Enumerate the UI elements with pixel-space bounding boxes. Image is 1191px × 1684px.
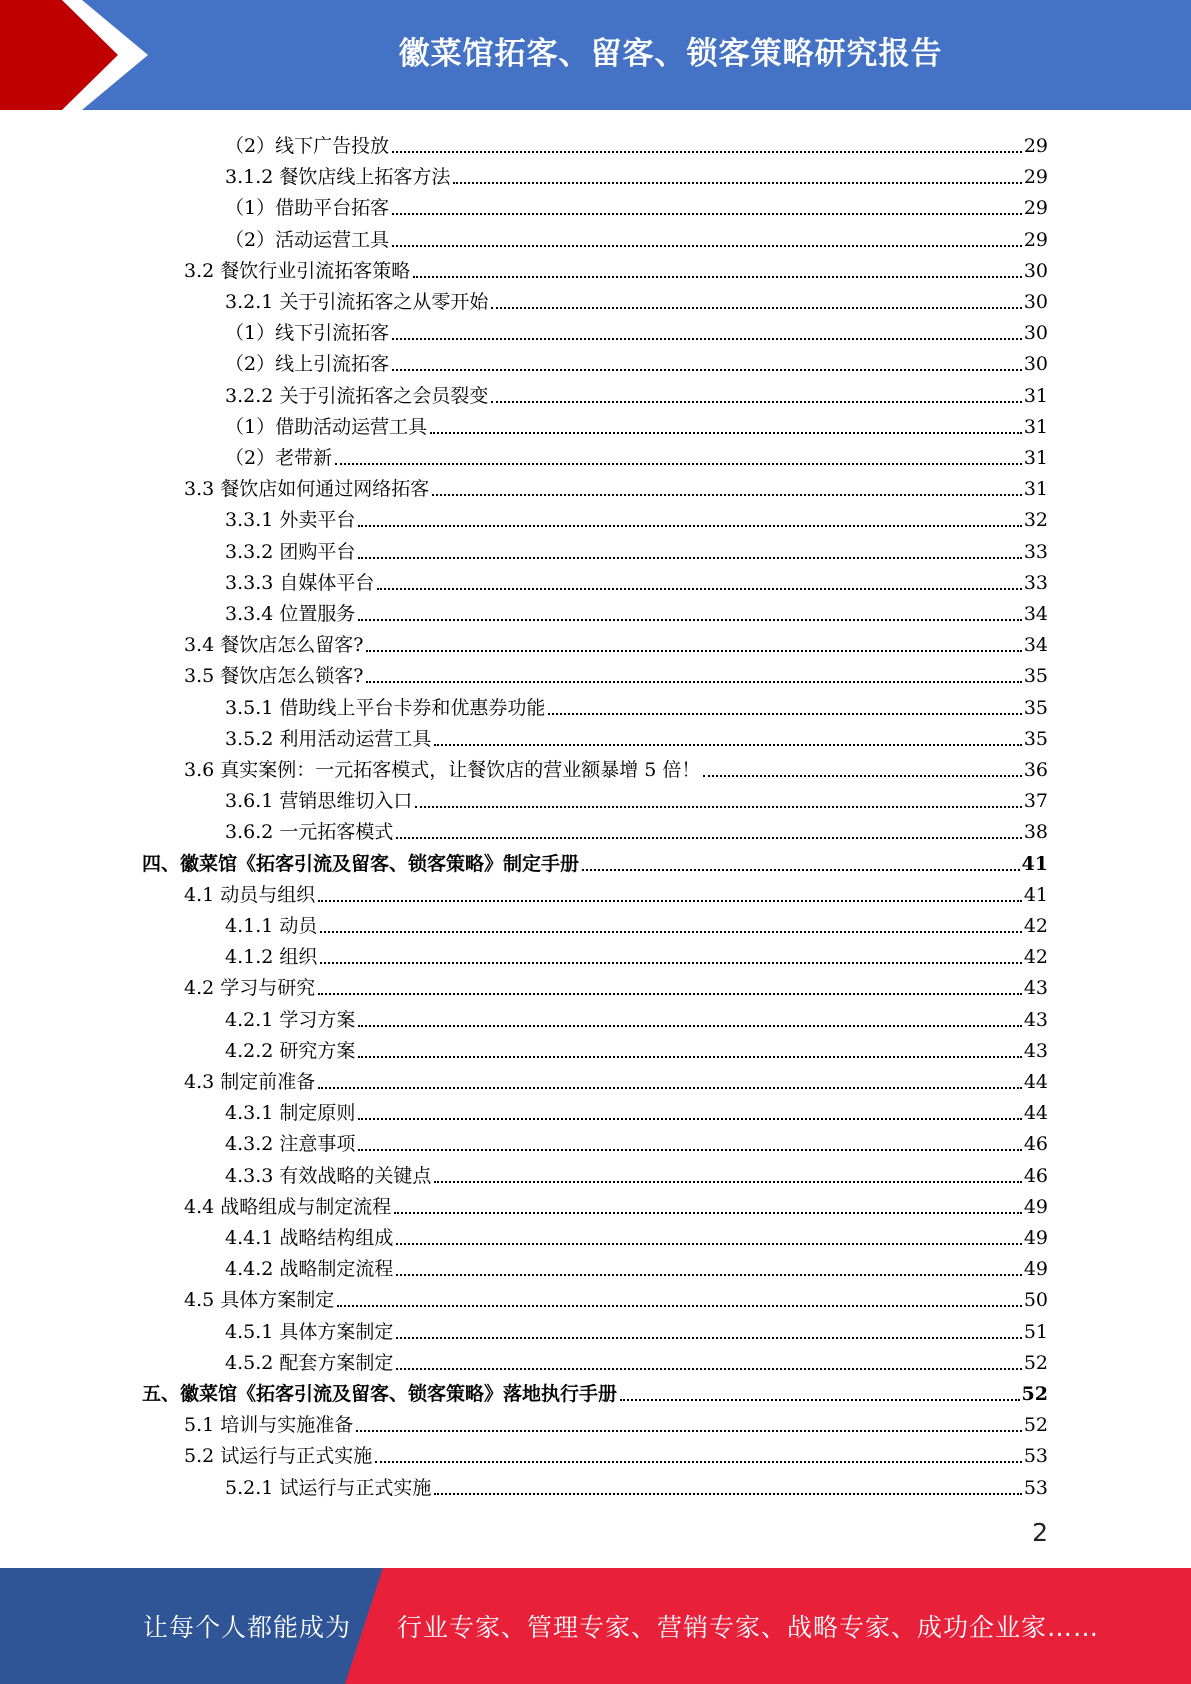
toc-dot-leader	[434, 1493, 1021, 1495]
toc-dot-leader	[396, 1243, 1021, 1245]
toc-entry-title: 四、徽菜馆《拓客引流及留客、锁客策略》制定手册	[142, 852, 580, 875]
toc-entry-page: 43	[1023, 977, 1048, 1000]
toc-entry[interactable]	[225, 189, 1048, 220]
toc-entry-title: 3.5.1 借助线上平台卡券和优惠券功能	[225, 696, 546, 719]
toc-dot-leader	[415, 806, 1021, 808]
page-header	[0, 0, 1191, 110]
toc-entry-page: 51	[1023, 1320, 1048, 1343]
toc-entry-title: 3.5.2 利用活动运营工具	[225, 727, 432, 750]
toc-entry-page: 33	[1023, 540, 1048, 563]
toc-entry-page: 35	[1023, 665, 1048, 688]
toc-entry[interactable]	[225, 1313, 1048, 1344]
toc-entry-title: 3.2.2 关于引流拓客之会员裂变	[225, 384, 489, 407]
toc-entry-page: 31	[1023, 478, 1048, 501]
toc-entry[interactable]	[225, 439, 1048, 470]
toc-dot-leader	[356, 1430, 1022, 1432]
toc-entry-page: 30	[1023, 291, 1048, 313]
toc-dot-leader	[375, 1461, 1022, 1463]
toc-entry-page: 44	[1023, 1102, 1048, 1125]
toc-entry[interactable]	[225, 408, 1048, 439]
toc-entry[interactable]	[225, 720, 1048, 751]
page-number: 2	[1032, 1518, 1048, 1547]
toc-entry-page: 49	[1023, 1227, 1048, 1249]
toc-entry[interactable]	[225, 1219, 1048, 1250]
toc-dot-leader	[434, 1181, 1021, 1183]
toc-entry[interactable]	[142, 845, 1048, 876]
toc-entry[interactable]	[225, 221, 1048, 252]
toc-entry-title: 4.3.1 制定原则	[225, 1102, 356, 1125]
toc-entry-title: 4.5.1 具体方案制定	[225, 1320, 394, 1343]
toc-entry-page: 43	[1023, 1039, 1048, 1062]
chevron-logo-icon	[0, 0, 170, 110]
toc-dot-leader	[392, 369, 1022, 371]
toc-dot-leader	[491, 401, 1021, 403]
toc-entry-page: 43	[1023, 1008, 1048, 1031]
toc-dot-leader	[358, 1149, 1021, 1151]
toc-entry-title: 5.1 培训与实施准备	[184, 1414, 354, 1437]
toc-entry-title: 3.1.2 餐饮店线上拓客方法	[225, 166, 451, 189]
toc-entry-title: 4.4.1 战略结构组成	[225, 1227, 394, 1249]
toc-entry[interactable]	[225, 1344, 1048, 1375]
toc-entry[interactable]	[184, 626, 1048, 657]
toc-entry-title: 3.6 真实案例：一元拓客模式，让餐饮店的营业额暴增 5 倍！	[184, 759, 701, 781]
toc-dot-leader	[392, 213, 1022, 215]
toc-dot-leader	[548, 713, 1021, 715]
toc-entry[interactable]	[225, 1032, 1048, 1063]
toc-dot-leader	[491, 307, 1021, 309]
toc-entry[interactable]	[225, 1125, 1048, 1156]
toc-entry-page: 41	[1021, 852, 1048, 875]
toc-dot-leader	[430, 432, 1022, 434]
document-title: 徽菜馆拓客、留客、锁客策略研究报告	[398, 35, 943, 72]
toc-entry-title: 3.3.2 团购平台	[225, 540, 356, 563]
toc-entry-title: （1）线下引流拓客	[225, 322, 390, 345]
toc-dot-leader	[320, 931, 1021, 933]
toc-entry[interactable]	[184, 657, 1048, 688]
toc-entry-page: 41	[1023, 883, 1048, 906]
toc-entry-title: 4.2.2 研究方案	[225, 1039, 356, 1062]
toc-entry[interactable]	[225, 1094, 1048, 1125]
toc-entry-title: （2）线下广告投放	[225, 135, 390, 157]
toc-entry[interactable]	[225, 283, 1048, 314]
toc-entry[interactable]	[225, 938, 1048, 969]
toc-dot-leader	[396, 1274, 1021, 1276]
toc-entry-page: 53	[1023, 1445, 1048, 1468]
toc-entry[interactable]	[225, 689, 1048, 720]
toc-entry-title: 4.5.2 配套方案制定	[225, 1351, 394, 1374]
toc-dot-leader	[453, 182, 1021, 184]
toc-entry-page: 52	[1023, 1414, 1048, 1437]
toc-entry-page: 32	[1023, 509, 1048, 532]
toc-entry-page: 34	[1023, 603, 1048, 625]
toc-entry-page: 34	[1023, 634, 1048, 657]
toc-entry[interactable]	[184, 1063, 1048, 1094]
toc-entry-title: 4.1.1 动员	[225, 915, 318, 937]
toc-dot-leader	[394, 1212, 1022, 1214]
toc-entry-title: 3.3 餐饮店如何通过网络拓客	[184, 478, 430, 501]
toc-entry-title: 3.5 餐饮店怎么锁客?	[184, 665, 364, 688]
toc-entry[interactable]	[184, 252, 1048, 283]
toc-dot-leader	[358, 1025, 1021, 1027]
toc-entry-title: （2）线上引流拓客	[225, 353, 390, 376]
footer-slogan-right: 行业专家、管理专家、营销专家、战略专家、成功企业家……	[397, 1613, 1100, 1642]
toc-entry-title: （1）借助平台拓客	[225, 197, 390, 220]
toc-entry[interactable]	[184, 1437, 1048, 1468]
toc-dot-leader	[358, 557, 1021, 559]
toc-entry-title: 3.3.1 外卖平台	[225, 509, 356, 532]
toc-dot-leader	[366, 681, 1021, 683]
toc-entry-page: 42	[1023, 946, 1048, 969]
toc-dot-leader	[335, 463, 1022, 465]
toc-entry-title: 3.4 餐饮店怎么留客?	[184, 634, 364, 657]
toc-entry-title: 3.2 餐饮行业引流拓客策略	[184, 259, 411, 282]
toc-entry-page: 50	[1023, 1289, 1048, 1312]
toc-entry[interactable]	[184, 969, 1048, 1000]
toc-dot-leader	[703, 775, 1021, 777]
toc-entry[interactable]	[225, 564, 1048, 595]
toc-entry-title: 4.5 具体方案制定	[184, 1289, 335, 1312]
toc-entry-page: 42	[1023, 915, 1048, 937]
toc-dot-leader	[358, 1118, 1021, 1120]
toc-entry-page: 30	[1023, 353, 1048, 376]
toc-entry-page: 30	[1023, 259, 1048, 282]
toc-entry-title: 4.4 战略组成与制定流程	[184, 1195, 392, 1218]
toc-entry-title: 4.3 制定前准备	[184, 1071, 316, 1093]
toc-entry-title: 3.3.4 位置服务	[225, 603, 356, 625]
toc-dot-leader	[358, 1056, 1021, 1058]
toc-entry[interactable]	[225, 127, 1048, 158]
toc-dot-leader	[358, 525, 1021, 527]
toc-entry-title: （2）活动运营工具	[225, 228, 390, 251]
toc-entry[interactable]	[225, 314, 1048, 345]
toc-entry-page: 52	[1021, 1383, 1048, 1405]
toc-entry-title: 4.4.2 战略制定流程	[225, 1258, 394, 1281]
toc-entry-page: 29	[1023, 166, 1048, 189]
toc-entry-page: 46	[1023, 1164, 1048, 1187]
toc-entry-page: 33	[1023, 571, 1048, 594]
page-footer	[0, 1568, 1191, 1684]
toc-entry[interactable]	[184, 1406, 1048, 1437]
toc-entry-page: 29	[1023, 135, 1048, 157]
toc-entry-page: 29	[1023, 228, 1048, 251]
toc-entry-title: 五、徽菜馆《拓客引流及留客、锁客策略》落地执行手册	[142, 1383, 618, 1405]
toc-dot-leader	[337, 1305, 1022, 1307]
toc-entry[interactable]	[225, 782, 1048, 813]
toc-dot-leader	[432, 494, 1022, 496]
toc-entry-title: 3.6.2 一元拓客模式	[225, 821, 394, 844]
toc-entry-title: 4.3.3 有效战略的关键点	[225, 1164, 432, 1187]
toc-entry[interactable]	[184, 470, 1048, 501]
toc-entry-title: 5.2.1 试运行与正式实施	[225, 1476, 432, 1499]
toc-dot-leader	[392, 245, 1022, 247]
toc-entry-page: 35	[1023, 727, 1048, 750]
toc-entry-title: （1）借助活动运营工具	[225, 415, 428, 438]
toc-dot-leader	[413, 276, 1022, 278]
toc-entry[interactable]	[225, 595, 1048, 626]
toc-entry[interactable]	[225, 377, 1048, 408]
toc-entry-title: 4.1 动员与组织	[184, 883, 316, 906]
toc-entry-page: 46	[1023, 1133, 1048, 1156]
toc-entry-page: 37	[1023, 790, 1048, 813]
toc-dot-leader	[358, 619, 1021, 621]
toc-dot-leader	[396, 1337, 1021, 1339]
toc-entry[interactable]	[142, 1375, 1048, 1406]
toc-dot-leader	[320, 962, 1021, 964]
toc-entry[interactable]	[225, 501, 1048, 532]
toc-entry-title: 4.1.2 组织	[225, 946, 318, 969]
toc-entry-title: 4.2 学习与研究	[184, 977, 316, 1000]
toc-dot-leader	[318, 1087, 1022, 1089]
toc-entry[interactable]	[225, 1157, 1048, 1188]
toc-entry-page: 29	[1023, 197, 1048, 220]
toc-entry-page: 35	[1023, 696, 1048, 719]
toc-entry-page: 31	[1023, 447, 1048, 469]
toc-entry-page: 44	[1023, 1071, 1048, 1093]
toc-dot-leader	[318, 900, 1022, 902]
toc-entry[interactable]	[225, 158, 1048, 189]
toc-dot-leader	[392, 151, 1022, 153]
toc-entry-page: 31	[1023, 384, 1048, 407]
toc-dot-leader	[318, 993, 1022, 995]
toc-dot-leader	[396, 837, 1021, 839]
toc-entry-title: 3.6.1 营销思维切入口	[225, 790, 413, 813]
toc-dot-leader	[620, 1399, 1020, 1401]
toc-entry-title: 5.2 试运行与正式实施	[184, 1445, 373, 1468]
toc-dot-leader	[434, 744, 1021, 746]
toc-entry-title: 3.2.1 关于引流拓客之从零开始	[225, 291, 489, 313]
toc-dot-leader	[377, 588, 1021, 590]
toc-dot-leader	[396, 1368, 1021, 1370]
toc-entry-title: 3.3.3 自媒体平台	[225, 571, 375, 594]
toc-entry[interactable]	[225, 1250, 1048, 1281]
toc-entry-page: 36	[1023, 759, 1048, 781]
toc-entry-page: 52	[1023, 1351, 1048, 1374]
toc-entry[interactable]	[225, 907, 1048, 938]
toc-entry-title: 4.2.1 学习方案	[225, 1008, 356, 1031]
toc-entry-title: （2）老带新	[225, 447, 333, 469]
toc-entry[interactable]	[225, 533, 1048, 564]
toc-dot-leader	[582, 869, 1020, 871]
toc-entry[interactable]	[225, 1469, 1048, 1500]
toc-entry[interactable]	[184, 1281, 1048, 1312]
toc-entry[interactable]	[184, 1188, 1048, 1219]
toc-entry-page: 49	[1023, 1258, 1048, 1281]
toc-dot-leader	[366, 650, 1021, 652]
toc-dot-leader	[392, 338, 1022, 340]
toc-entry-page: 49	[1023, 1195, 1048, 1218]
toc-entry[interactable]	[225, 1001, 1048, 1032]
footer-slogan-left: 让每个人都能成为	[143, 1613, 352, 1642]
toc-entry-page: 31	[1023, 415, 1048, 438]
toc-entry[interactable]	[184, 876, 1048, 907]
toc-entry-page: 30	[1023, 322, 1048, 345]
toc-entry[interactable]	[184, 751, 1048, 782]
toc-entry-page: 53	[1023, 1476, 1048, 1499]
toc-entry-title: 4.3.2 注意事项	[225, 1133, 356, 1156]
toc-entry[interactable]	[225, 345, 1048, 376]
toc-entry[interactable]	[225, 813, 1048, 844]
toc-entry-page: 38	[1023, 821, 1048, 844]
